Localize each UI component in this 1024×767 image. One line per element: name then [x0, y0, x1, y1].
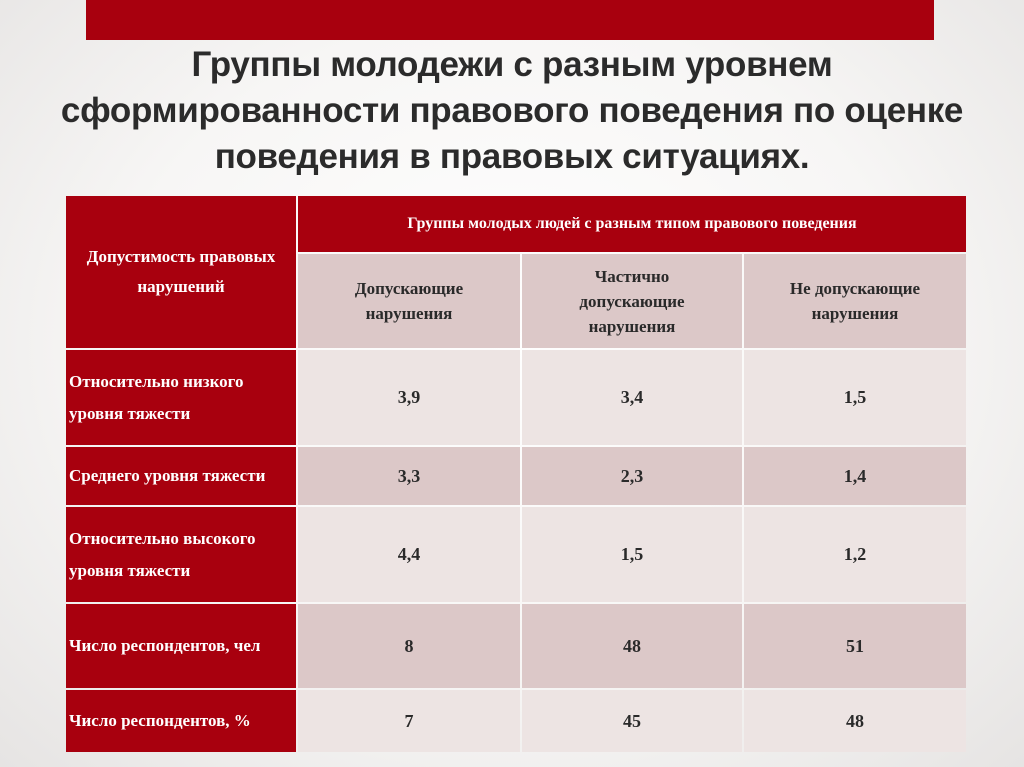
title-line: сформированности правового поведения по оценке — [60, 91, 964, 130]
slide-title — [30, 42, 994, 180]
title-line: поведения в правовых ситуациях. — [214, 137, 810, 176]
group-header: Группы молодых людей с разным типом правового поведения — [298, 196, 966, 252]
table-cell: 8 — [298, 604, 520, 688]
title-line: Группы молодежи с разным уровнем — [191, 45, 833, 84]
table-cell: 51 — [744, 604, 966, 688]
accent-bar — [86, 0, 934, 40]
corner-header: Допустимость правовых нарушений — [66, 196, 296, 348]
table-cell: 1,2 — [744, 507, 966, 602]
table-cell: 3,3 — [298, 447, 520, 505]
row-label: Среднего уровня тяжести — [66, 447, 296, 505]
column-header: Частично допускающие нарушения — [522, 254, 742, 348]
row-label: Число респондентов, % — [66, 690, 296, 752]
row-label: Относительно низкого уровня тяжести — [66, 350, 296, 445]
table-cell: 1,5 — [744, 350, 966, 445]
table-cell: 3,9 — [298, 350, 520, 445]
column-header: Не допускающие нарушения — [744, 254, 966, 348]
table-cell: 4,4 — [298, 507, 520, 602]
table-cell: 1,4 — [744, 447, 966, 505]
row-label: Относительно высокого уровня тяжести — [66, 507, 296, 602]
table-cell: 45 — [522, 690, 742, 752]
table-cell: 48 — [522, 604, 742, 688]
row-label: Число респондентов, чел — [66, 604, 296, 688]
column-header: Допускающие нарушения — [298, 254, 520, 348]
table-cell: 2,3 — [522, 447, 742, 505]
table-cell: 3,4 — [522, 350, 742, 445]
table-cell: 48 — [744, 690, 966, 752]
table-cell: 7 — [298, 690, 520, 752]
table-cell: 1,5 — [522, 507, 742, 602]
results-table — [66, 196, 966, 754]
